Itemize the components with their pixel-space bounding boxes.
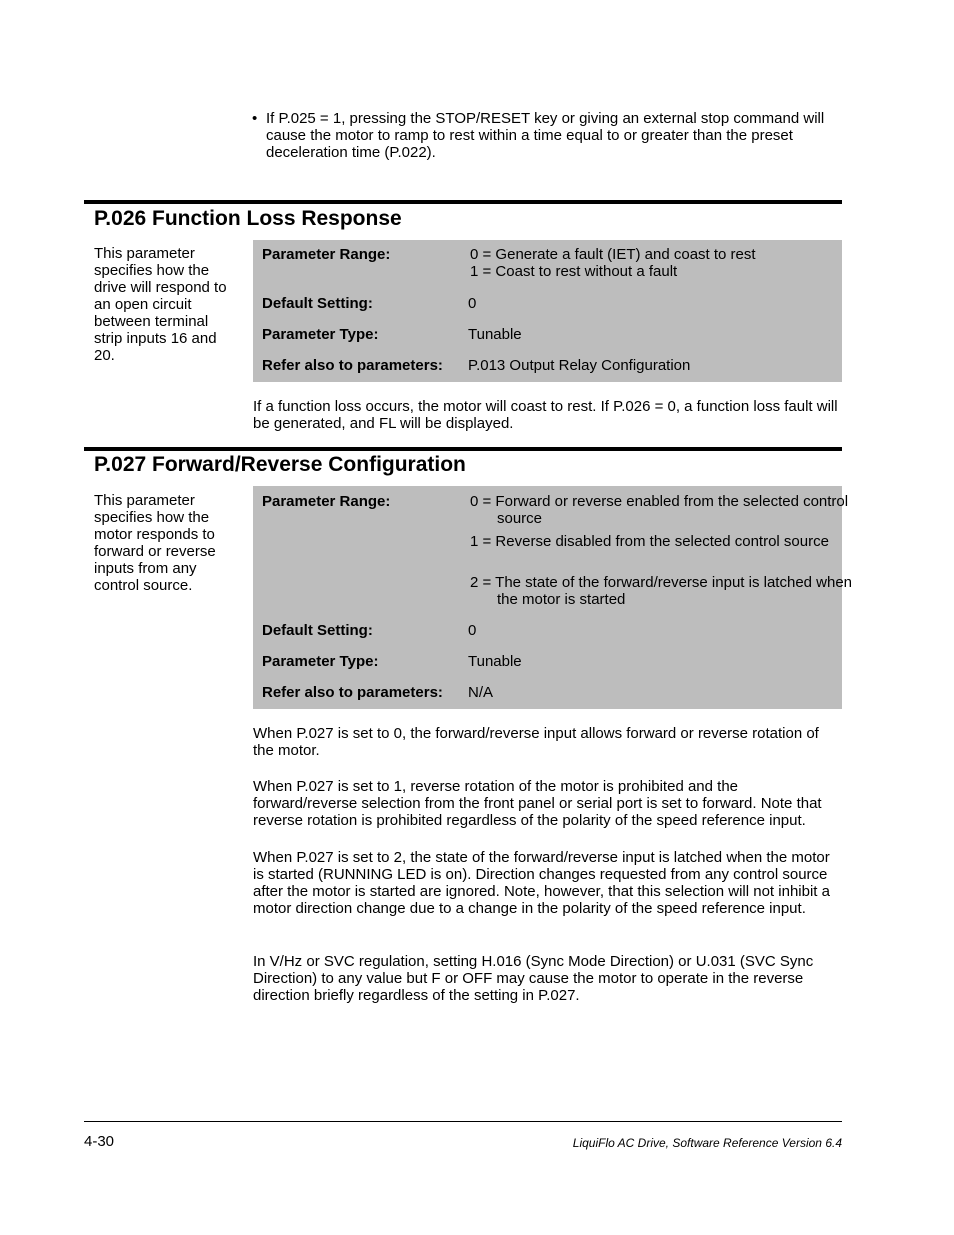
refer-value: P.013 Output Relay Configuration bbox=[468, 357, 691, 374]
body-paragraph: When P.027 is set to 2, the state of the forward/reverse input is latched when the motor is started (RUNNING LED is on). Direction changes requested from any control source after the motor is started are ignored. Note, however, that this selection will not inhibit a motor direction change due to a change in the polarity of the speed reference input. bbox=[253, 849, 830, 917]
section-heading-p026: P.026 Function Loss Response bbox=[94, 207, 402, 230]
default-value: 0 bbox=[468, 622, 477, 639]
type-value: Tunable bbox=[468, 653, 522, 670]
parameter-table-p026 bbox=[253, 240, 842, 382]
body-paragraph: In V/Hz or SVC regulation, setting H.016 (Sync Mode Direction) or U.031 (SVC Sync Direction) to any value but F or OFF may cause the motor to operate in the reverse direction briefly regardless of the setting in P.027. bbox=[253, 953, 814, 1004]
section-description-p026: This parameter specifies how the drive will respond to an open circuit between terminal strip inputs 16 and 20. bbox=[94, 245, 227, 364]
section-heading-p027: P.027 Forward/Reverse Configuration bbox=[94, 453, 466, 476]
section-note-p026: If a function loss occurs, the motor will coast to rest. If P.026 = 0, a function loss fault will be generated, and FL will be displayed. bbox=[253, 398, 838, 432]
section-divider bbox=[84, 200, 842, 204]
range-option: 2 = The state of the forward/reverse input is latched when the motor is started bbox=[470, 574, 853, 608]
range-option: 0 = Generate a fault (IET) and coast to rest bbox=[470, 246, 756, 263]
section-description-p027: This parameter specifies how the motor responds to forward or reverse inputs from any control source. bbox=[94, 492, 216, 594]
refer-value: N/A bbox=[468, 684, 494, 701]
default-label: Default Setting: bbox=[262, 622, 373, 639]
range-option: 0 = Forward or reverse enabled from the selected control source bbox=[470, 493, 849, 527]
type-label: Parameter Type: bbox=[262, 653, 379, 670]
refer-label: Refer also to parameters: bbox=[262, 684, 443, 701]
range-label: Parameter Range: bbox=[262, 246, 391, 263]
body-paragraph: When P.027 is set to 0, the forward/reverse input allows forward or reverse rotation of the motor. bbox=[253, 725, 819, 759]
default-label: Default Setting: bbox=[262, 295, 373, 312]
body-paragraph: When P.027 is set to 1, reverse rotation of the motor is prohibited and the forward/reverse selection from the front panel or serial port is set to forward. Note that reverse rotation is prohibited regardless of the polarity of the speed reference input. bbox=[253, 778, 822, 829]
footer-divider bbox=[84, 1121, 842, 1122]
type-value: Tunable bbox=[468, 326, 522, 343]
page-number: 4-30 bbox=[84, 1133, 115, 1150]
range-option: 1 = Reverse disabled from the selected control source bbox=[470, 533, 829, 550]
bullet-marker: • bbox=[252, 110, 258, 127]
section-divider bbox=[84, 447, 842, 451]
footer-document-title: LiquiFlo AC Drive, Software Reference Version 6.4 bbox=[572, 1136, 842, 1150]
type-label: Parameter Type: bbox=[262, 326, 379, 343]
range-label: Parameter Range: bbox=[262, 493, 391, 510]
range-option: 1 = Coast to rest without a fault bbox=[470, 263, 678, 280]
bullet-text: If P.025 = 1, pressing the STOP/RESET key or giving an external stop command will cause the motor to ramp to rest within a time equal to or greater than the preset deceleration time (P.022). bbox=[266, 110, 825, 161]
parameter-table-p027 bbox=[253, 486, 853, 709]
refer-label: Refer also to parameters: bbox=[262, 357, 443, 374]
default-value: 0 bbox=[468, 295, 477, 312]
